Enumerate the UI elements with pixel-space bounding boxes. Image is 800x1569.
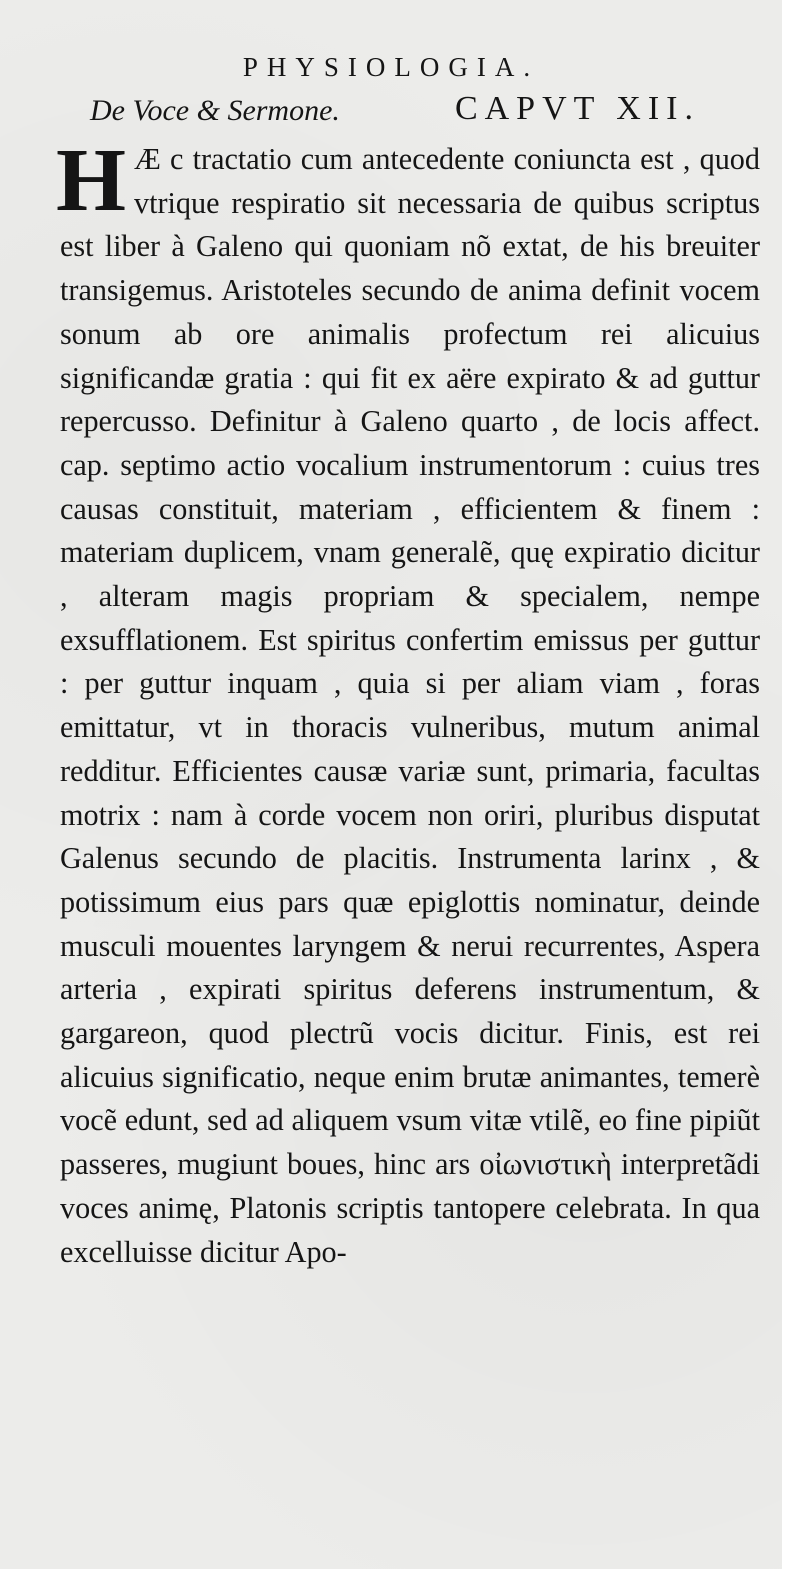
chapter-heading [90, 90, 700, 136]
body-text: Æ c tractatio cum antecedente coniuncta est , quod vtrique respiratio sit necessaria de quibus scriptus est liber à Galeno qui quoniam nõ extat, de his breuiter transigemus. Aristoteles secundo de anima definit vocem sonum ab ore animalis profectum rei alicuius significandæ gratia : qui fit ex aëre expirato & ad guttur repercusso. Definitur à Galeno quarto , de locis affect. cap. septimo actio vocalium instrumentorum : cuius tres causas constituit, materiam , efficientem & finem : materiam duplicem, vnam generalẽ, quę expiratio dicitur , alteram magis propriam & specialem, nempe exsufflationem. Est spiritus confertim emissus per guttur : per guttur inquam , quia si per aliam viam , foras emittatur, vt in thoracis vulneribus, mutum animal redditur. Efficientes causæ variæ sunt, primaria, facultas motrix : nam à corde vocem non oriri, pluribus disputat Galenus secundo de placitis. Instrumenta larinx , & potissimum eius pars quæ epiglottis nominatur, deinde musculi mouentes laryngem & nerui recurrentes, Aspera arteria , expirati spiritus deferens instrumentum, & gargareon, quod plectrũ vocis dicitur. Finis, est rei alicuius significatio, neque enim brutæ animantes, temerè vocẽ edunt, sed ad aliquem vsum vitæ vtilẽ, eo fine pipiũt passeres, mugiunt boues, hinc ars οἰωνιστικὴ interpretãdi voces animę, Platonis scriptis tantopere celebrata. In qua excelluisse dicitur Apo- [60, 142, 760, 1269]
chapter-title: De Voce & Sermone. [90, 94, 340, 127]
chapter-number: CAPVT XII. [454, 90, 700, 127]
page-margin [782, 0, 800, 1569]
drop-cap-initial: H [56, 131, 127, 230]
running-head: PHYSIOLOGIA. [242, 52, 540, 82]
body-paragraph [56, 131, 760, 1274]
